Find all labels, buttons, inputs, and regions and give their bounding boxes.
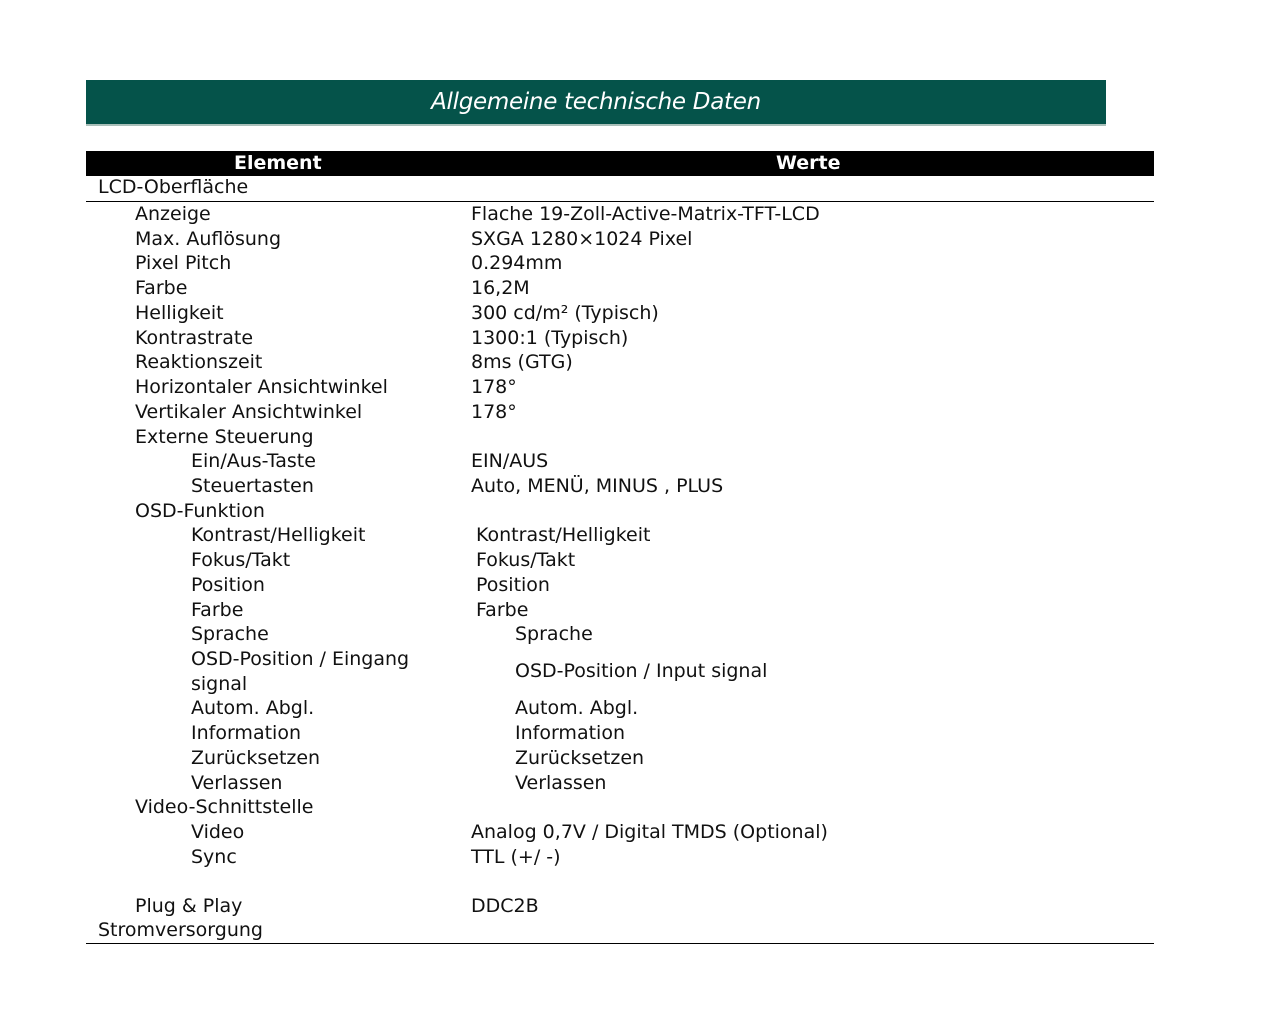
row-value: Zurücksetzen	[515, 747, 645, 769]
column-header-werte: Werte	[776, 152, 841, 174]
row-value: OSD-Position / Input signal	[515, 660, 768, 682]
section-power: Stromversorgung	[98, 919, 263, 941]
row-value: Analog 0,7V / Digital TMDS (Optional)	[471, 821, 828, 843]
row-value: EIN/AUS	[471, 450, 549, 472]
row-label: Anzeige	[135, 203, 211, 225]
row-label: Fokus/Takt	[191, 549, 291, 571]
row-value: Autom. Abgl.	[515, 697, 639, 719]
title-banner	[86, 80, 1106, 126]
row-value: DDC2B	[471, 895, 539, 917]
row-label: Position	[191, 574, 265, 596]
row-label: OSD-Position / Eingang	[191, 648, 410, 670]
page-title: Allgemeine technische Daten	[431, 89, 761, 115]
row-value: 300 cd/m² (Typisch)	[471, 302, 659, 324]
row-label: Video-Schnittstelle	[135, 796, 314, 818]
row-label: Plug & Play	[135, 895, 243, 917]
row-label: Autom. Abgl.	[191, 697, 315, 719]
row-value: SXGA 1280×1024 Pixel	[471, 228, 693, 250]
row-value: Auto, MENÜ, MINUS , PLUS	[471, 475, 724, 497]
row-label: Externe Steuerung	[135, 426, 314, 448]
row-value: Flache 19-Zoll-Active-Matrix-TFT-LCD	[471, 203, 820, 225]
row-value: Kontrast/Helligkeit	[476, 524, 651, 546]
row-label: Video	[191, 821, 245, 843]
column-header-element: Element	[234, 152, 322, 174]
row-label: Sprache	[191, 623, 269, 645]
row-label: Reaktionszeit	[135, 351, 263, 373]
row-label: Kontrast/Helligkeit	[191, 524, 366, 546]
row-label: Sync	[191, 846, 237, 868]
row-value: 178°	[471, 376, 517, 398]
row-label: Max. Auflösung	[135, 228, 282, 250]
row-label: OSD-Funktion	[135, 500, 265, 522]
row-label: Farbe	[135, 277, 188, 299]
row-label: Steuertasten	[191, 475, 314, 497]
row-value: Sprache	[515, 623, 593, 645]
row-value: 1300:1 (Typisch)	[471, 327, 629, 349]
row-label: Kontrastrate	[135, 327, 254, 349]
row-value: 0.294mm	[471, 252, 563, 274]
row-value: TTL (+/ -)	[471, 846, 561, 868]
row-label: Zurücksetzen	[191, 747, 321, 769]
row-label-continued: signal	[191, 673, 248, 695]
row-value: Position	[476, 574, 550, 596]
row-value: Farbe	[476, 599, 529, 621]
row-value: 178°	[471, 401, 517, 423]
row-label: Ein/Aus-Taste	[191, 450, 316, 472]
row-value: Information	[515, 722, 625, 744]
row-label: Verlassen	[191, 772, 283, 794]
section-divider	[86, 943, 1154, 944]
row-label: Pixel Pitch	[135, 252, 232, 274]
row-label: Farbe	[191, 599, 244, 621]
section-lcd: LCD-Oberfläche	[98, 176, 249, 198]
row-label: Helligkeit	[135, 302, 224, 324]
row-value: Fokus/Takt	[476, 549, 576, 571]
row-label: Horizontaler Ansichtwinkel	[135, 376, 388, 398]
table-header	[86, 151, 1154, 176]
row-value: 16,2M	[471, 277, 530, 299]
row-label: Vertikaler Ansichtwinkel	[135, 401, 363, 423]
row-value: 8ms (GTG)	[471, 351, 573, 373]
row-label: Information	[191, 722, 301, 744]
row-value: Verlassen	[515, 772, 607, 794]
